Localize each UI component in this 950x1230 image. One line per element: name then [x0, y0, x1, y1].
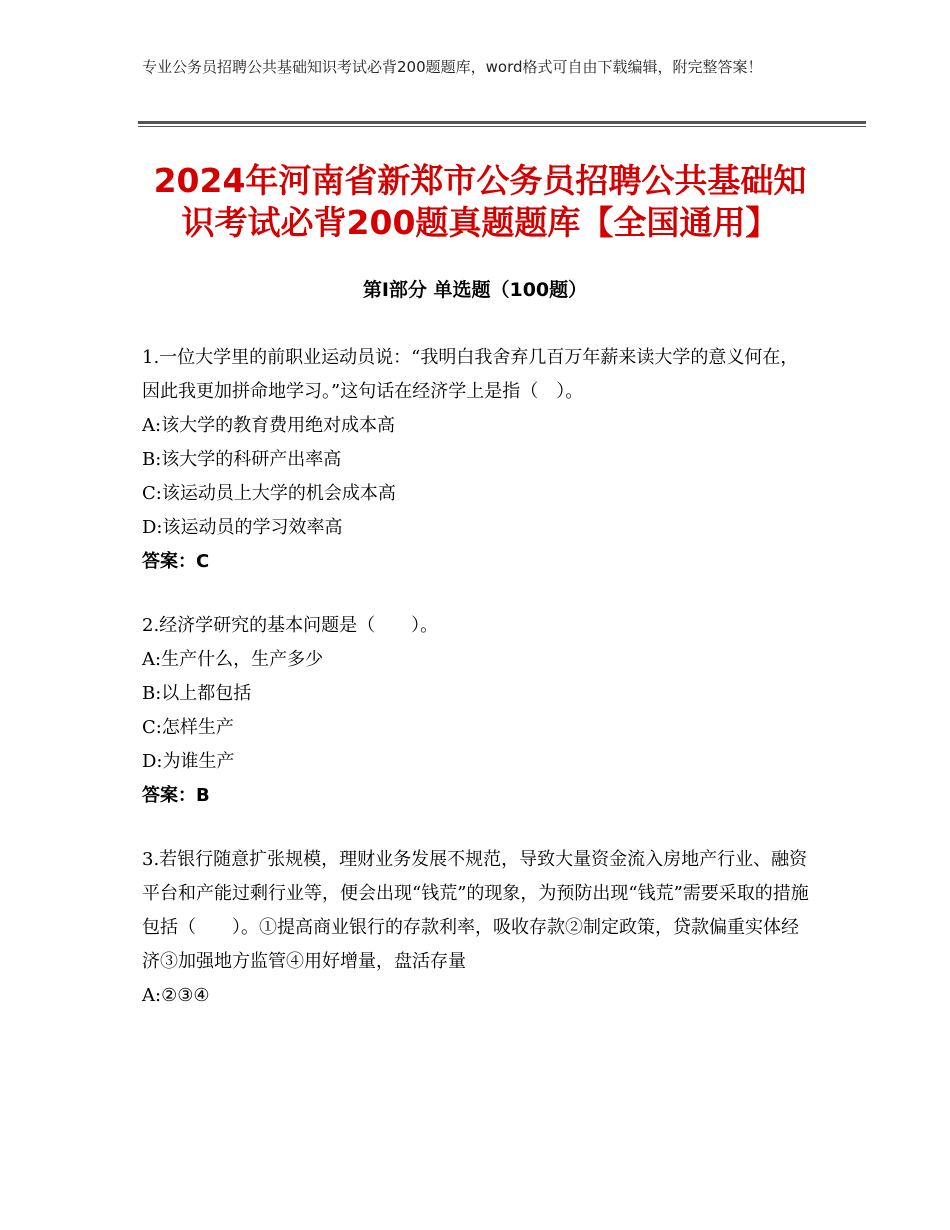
answer-line: 答案：C — [142, 551, 210, 572]
option-a: A:②③④ — [142, 985, 210, 1006]
question-stem: 1.一位大学里的前职业运动员说：“我明白我舍弃几百万年薪来读大学的意义何在，因此我更加拼命地学习。”这句话在经济学上是指（ ）。 — [142, 347, 799, 402]
question-stem: 3.若银行随意扩张规模，理财业务发展不规范，导致大量资金流入房地产行业、融资平台和产能过剩行业等，便会出现“钱荒”的现象，为预防出现“钱荒”需要采取的措施包括（ ）。①提高商业银行的存款利率，吸收存款②制定政策，贷款偏重实体经济③加强地方监管④用好增量，盘活存量 — [142, 849, 809, 972]
question-list — [142, 341, 812, 1043]
option-b: B:该大学的科研产出率高 — [142, 449, 342, 470]
header-note: 专业公务员招聘公共基础知识考试必背200题题库，word格式可自由下载编辑，附完整答案！ — [142, 58, 763, 76]
option-a: A:该大学的教育费用绝对成本高 — [142, 415, 396, 436]
option-b: B:以上都包括 — [142, 683, 252, 704]
question-3 — [142, 843, 812, 1013]
option-c: C:怎样生产 — [142, 717, 234, 738]
option-d: D:该运动员的学习效率高 — [142, 517, 343, 538]
option-d: D:为谁生产 — [142, 751, 235, 772]
answer-line: 答案：B — [142, 785, 210, 806]
option-a: A:生产什么，生产多少 — [142, 649, 324, 670]
option-c: C:该运动员上大学的机会成本高 — [142, 483, 396, 504]
header-rule-thin — [138, 126, 866, 127]
question-1 — [142, 341, 812, 579]
header-rule-thick — [138, 121, 866, 124]
question-2 — [142, 609, 812, 813]
document-title: 2024年河南省新郑市公务员招聘公共基础知识考试必背200题真题题库【全国通用】 — [153, 161, 807, 242]
section-heading: 第I部分 单选题（100题） — [362, 279, 588, 301]
question-stem: 2.经济学研究的基本问题是（ ）。 — [142, 615, 439, 636]
